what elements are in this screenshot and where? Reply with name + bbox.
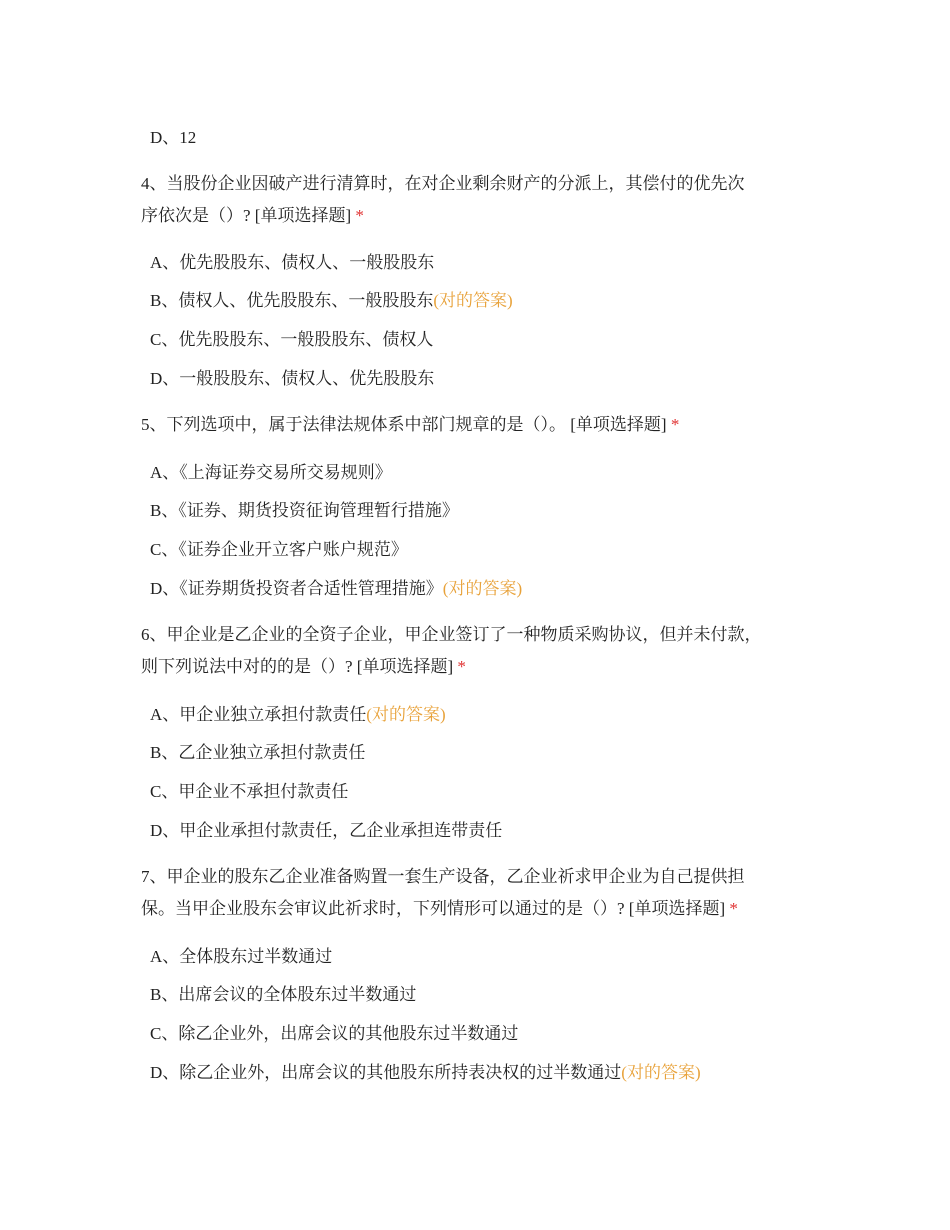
option-text: B、乙企业独立承担付款责任 [150, 743, 366, 762]
required-mark: * [457, 657, 466, 676]
question-7-line-1 [141, 866, 745, 888]
option-text: A、优先股股东、债权人、一般股股东 [150, 253, 435, 272]
question-7-line-2 [141, 898, 738, 920]
question-5-line-1 [141, 414, 679, 436]
question-text: 序依次是（）? [单项选择题] [141, 206, 352, 225]
option-text: B、债权人、优先股股东、一般股股东 [150, 291, 434, 310]
option-text: D、《证券期货投资者合适性管理措施》 [150, 579, 443, 598]
option-item [150, 368, 434, 390]
question-text: 4、当股份企业因破产进行清算时，在对企业剩余财产的分派上，其偿付的优先次 [141, 174, 745, 193]
option-text: C、甲企业不承担付款责任 [150, 782, 349, 801]
option-text: D、12 [150, 128, 197, 147]
option-text: C、除乙企业外，出席会议的其他股东过半数通过 [150, 1024, 519, 1043]
option-item [150, 252, 434, 274]
option-text: B、《证券、期货投资征询管理暂行措施》 [150, 501, 459, 520]
option-text: D、甲企业承担付款责任，乙企业承担连带责任 [150, 821, 503, 840]
option-item [150, 781, 348, 803]
option-text: C、《证券企业开立客户账户规范》 [150, 540, 408, 559]
option-item [150, 1023, 518, 1045]
correct-answer-note: (对的答案) [621, 1063, 701, 1082]
correct-answer-note: (对的答案) [442, 579, 523, 598]
option-text: C、优先股股东、一般股股东、债权人 [150, 330, 434, 349]
option-item [150, 742, 365, 764]
question-text: 7、甲企业的股东乙企业准备购置一套生产设备，乙企业祈求甲企业为自己提供担 [141, 867, 745, 886]
option-item [150, 462, 392, 484]
option-item [150, 539, 408, 561]
option-item [150, 1062, 701, 1084]
correct-answer-note: (对的答案) [433, 291, 513, 310]
option-item [150, 946, 332, 968]
option-text: A、全体股东过半数通过 [150, 947, 333, 966]
option-text: D、一般股股东、债权人、优先股股东 [150, 369, 435, 388]
option-text: A、甲企业独立承担付款责任 [150, 705, 367, 724]
option-text: B、出席会议的全体股东过半数通过 [150, 985, 417, 1004]
option-text: D、除乙企业外，出席会议的其他股东所持表决权的过半数通过 [150, 1063, 622, 1082]
option-item [150, 704, 446, 726]
option-item [150, 290, 513, 312]
question-4-line-1 [141, 173, 745, 195]
question-text: 保。当甲企业股东会审议此祈求时，下列情形可以通过的是（）? [单项选择题] [141, 899, 726, 918]
option-item [150, 329, 433, 351]
required-mark: * [729, 899, 738, 918]
option-text: A、《上海证券交易所交易规则》 [150, 463, 392, 482]
required-mark: * [670, 415, 680, 434]
question-text: 则下列说法中对的的是（）? [单项选择题] [141, 657, 454, 676]
question-4-line-2 [141, 205, 364, 227]
question-6-line-2 [141, 656, 466, 678]
question-text: 6、甲企业是乙企业的全资子企业，甲企业签订了一种物质采购协议，但并未付款， [141, 625, 762, 644]
question-text: 5、下列选项中，属于法律法规体系中部门规章的是（）。 [单项选择题] [141, 415, 667, 434]
question-6-line-1 [141, 624, 762, 646]
option-item [150, 500, 459, 522]
option-item [150, 820, 502, 842]
option-item [150, 984, 416, 1006]
correct-answer-note: (对的答案) [366, 705, 446, 724]
option-item [150, 127, 196, 149]
required-mark: * [355, 206, 364, 225]
option-item [150, 578, 522, 600]
